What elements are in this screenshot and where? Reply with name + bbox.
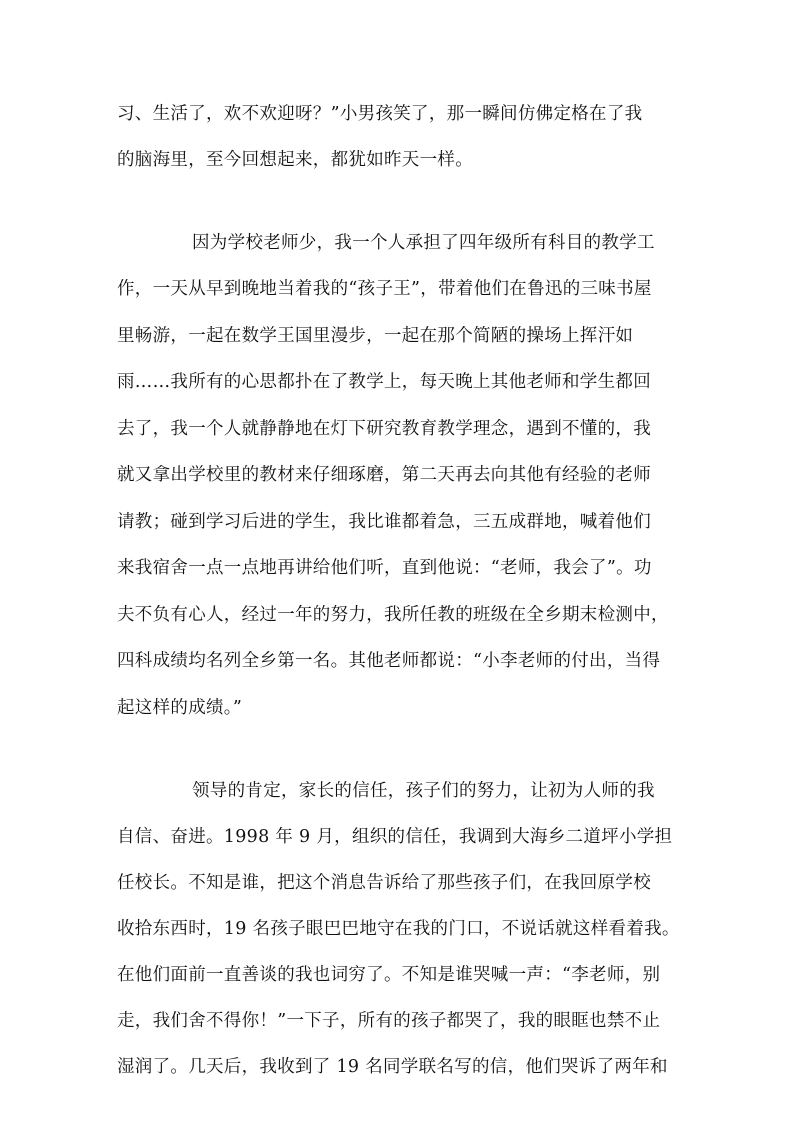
text-line: 领导的肯定，家长的信任，孩子们的努力，让初为人师的我 bbox=[192, 781, 655, 801]
text-line: 湿润了。几天后，我收到了 19 名同学联名写的信，他们哭诉了两年和 bbox=[117, 1057, 668, 1077]
text-line: 在他们面前一直善谈的我也词穷了。不知是谁哭喊一声：“李老师，别 bbox=[117, 965, 661, 985]
text-line: 夫不负有心人，经过一年的努力，我所任教的班级在全乡期末检测中， bbox=[117, 605, 669, 625]
text-line: 作，一天从早到晚地当着我的“孩子王”，带着他们在鲁迅的三味书屋 bbox=[117, 279, 652, 299]
text-line: 去了，我一个人就静静地在灯下研究教育教学理念，遇到不懂的，我 bbox=[117, 419, 651, 439]
text-line: 收拾东西时，19 名孩子眼巴巴地守在我的门口，不说话就这样看着我。 bbox=[117, 919, 680, 939]
text-line: 请教；碰到学习后进的学生，我比谁都着急，三五成群地，喊着他们 bbox=[117, 512, 651, 532]
text-line: 就又拿出学校里的教材来仔细琢磨，第二天再去向其他有经验的老师 bbox=[117, 465, 651, 485]
text-line: 雨……我所有的心思都扑在了教学上，每天晚上其他老师和学生都回 bbox=[117, 372, 651, 392]
text-line: 习、生活了，欢不欢迎呀？”小男孩笑了，那一瞬间仿佛定格在了我 bbox=[117, 104, 643, 124]
text-line: 的脑海里，至今回想起来，都犹如昨天一样。 bbox=[117, 150, 473, 170]
text-line: 因为学校老师少，我一个人承担了四年级所有科目的教学工 bbox=[192, 233, 655, 253]
text-line: 起这样的成绩。” bbox=[117, 698, 243, 718]
text-line: 自信、奋进。1998 年 9 月，组织的信任，我调到大海乡二道坪小学担 bbox=[117, 827, 673, 847]
text-line: 任校长。不知是谁，把这个消息告诉给了那些孩子们，在我回原学校 bbox=[117, 873, 651, 893]
text-line: 四科成绩均名列全乡第一名。其他老师都说：“小李老师的付出，当得 bbox=[117, 651, 661, 671]
text-line: 走，我们舍不得你！”一下子，所有的孩子都哭了，我的眼眶也禁不止 bbox=[117, 1011, 661, 1031]
text-line: 来我宿舍一点一点地再讲给他们听，直到他说：“老师，我会了”。功 bbox=[117, 558, 652, 578]
text-line: 里畅游，一起在数学王国里漫步，一起在那个简陋的操场上挥汗如 bbox=[117, 326, 634, 346]
